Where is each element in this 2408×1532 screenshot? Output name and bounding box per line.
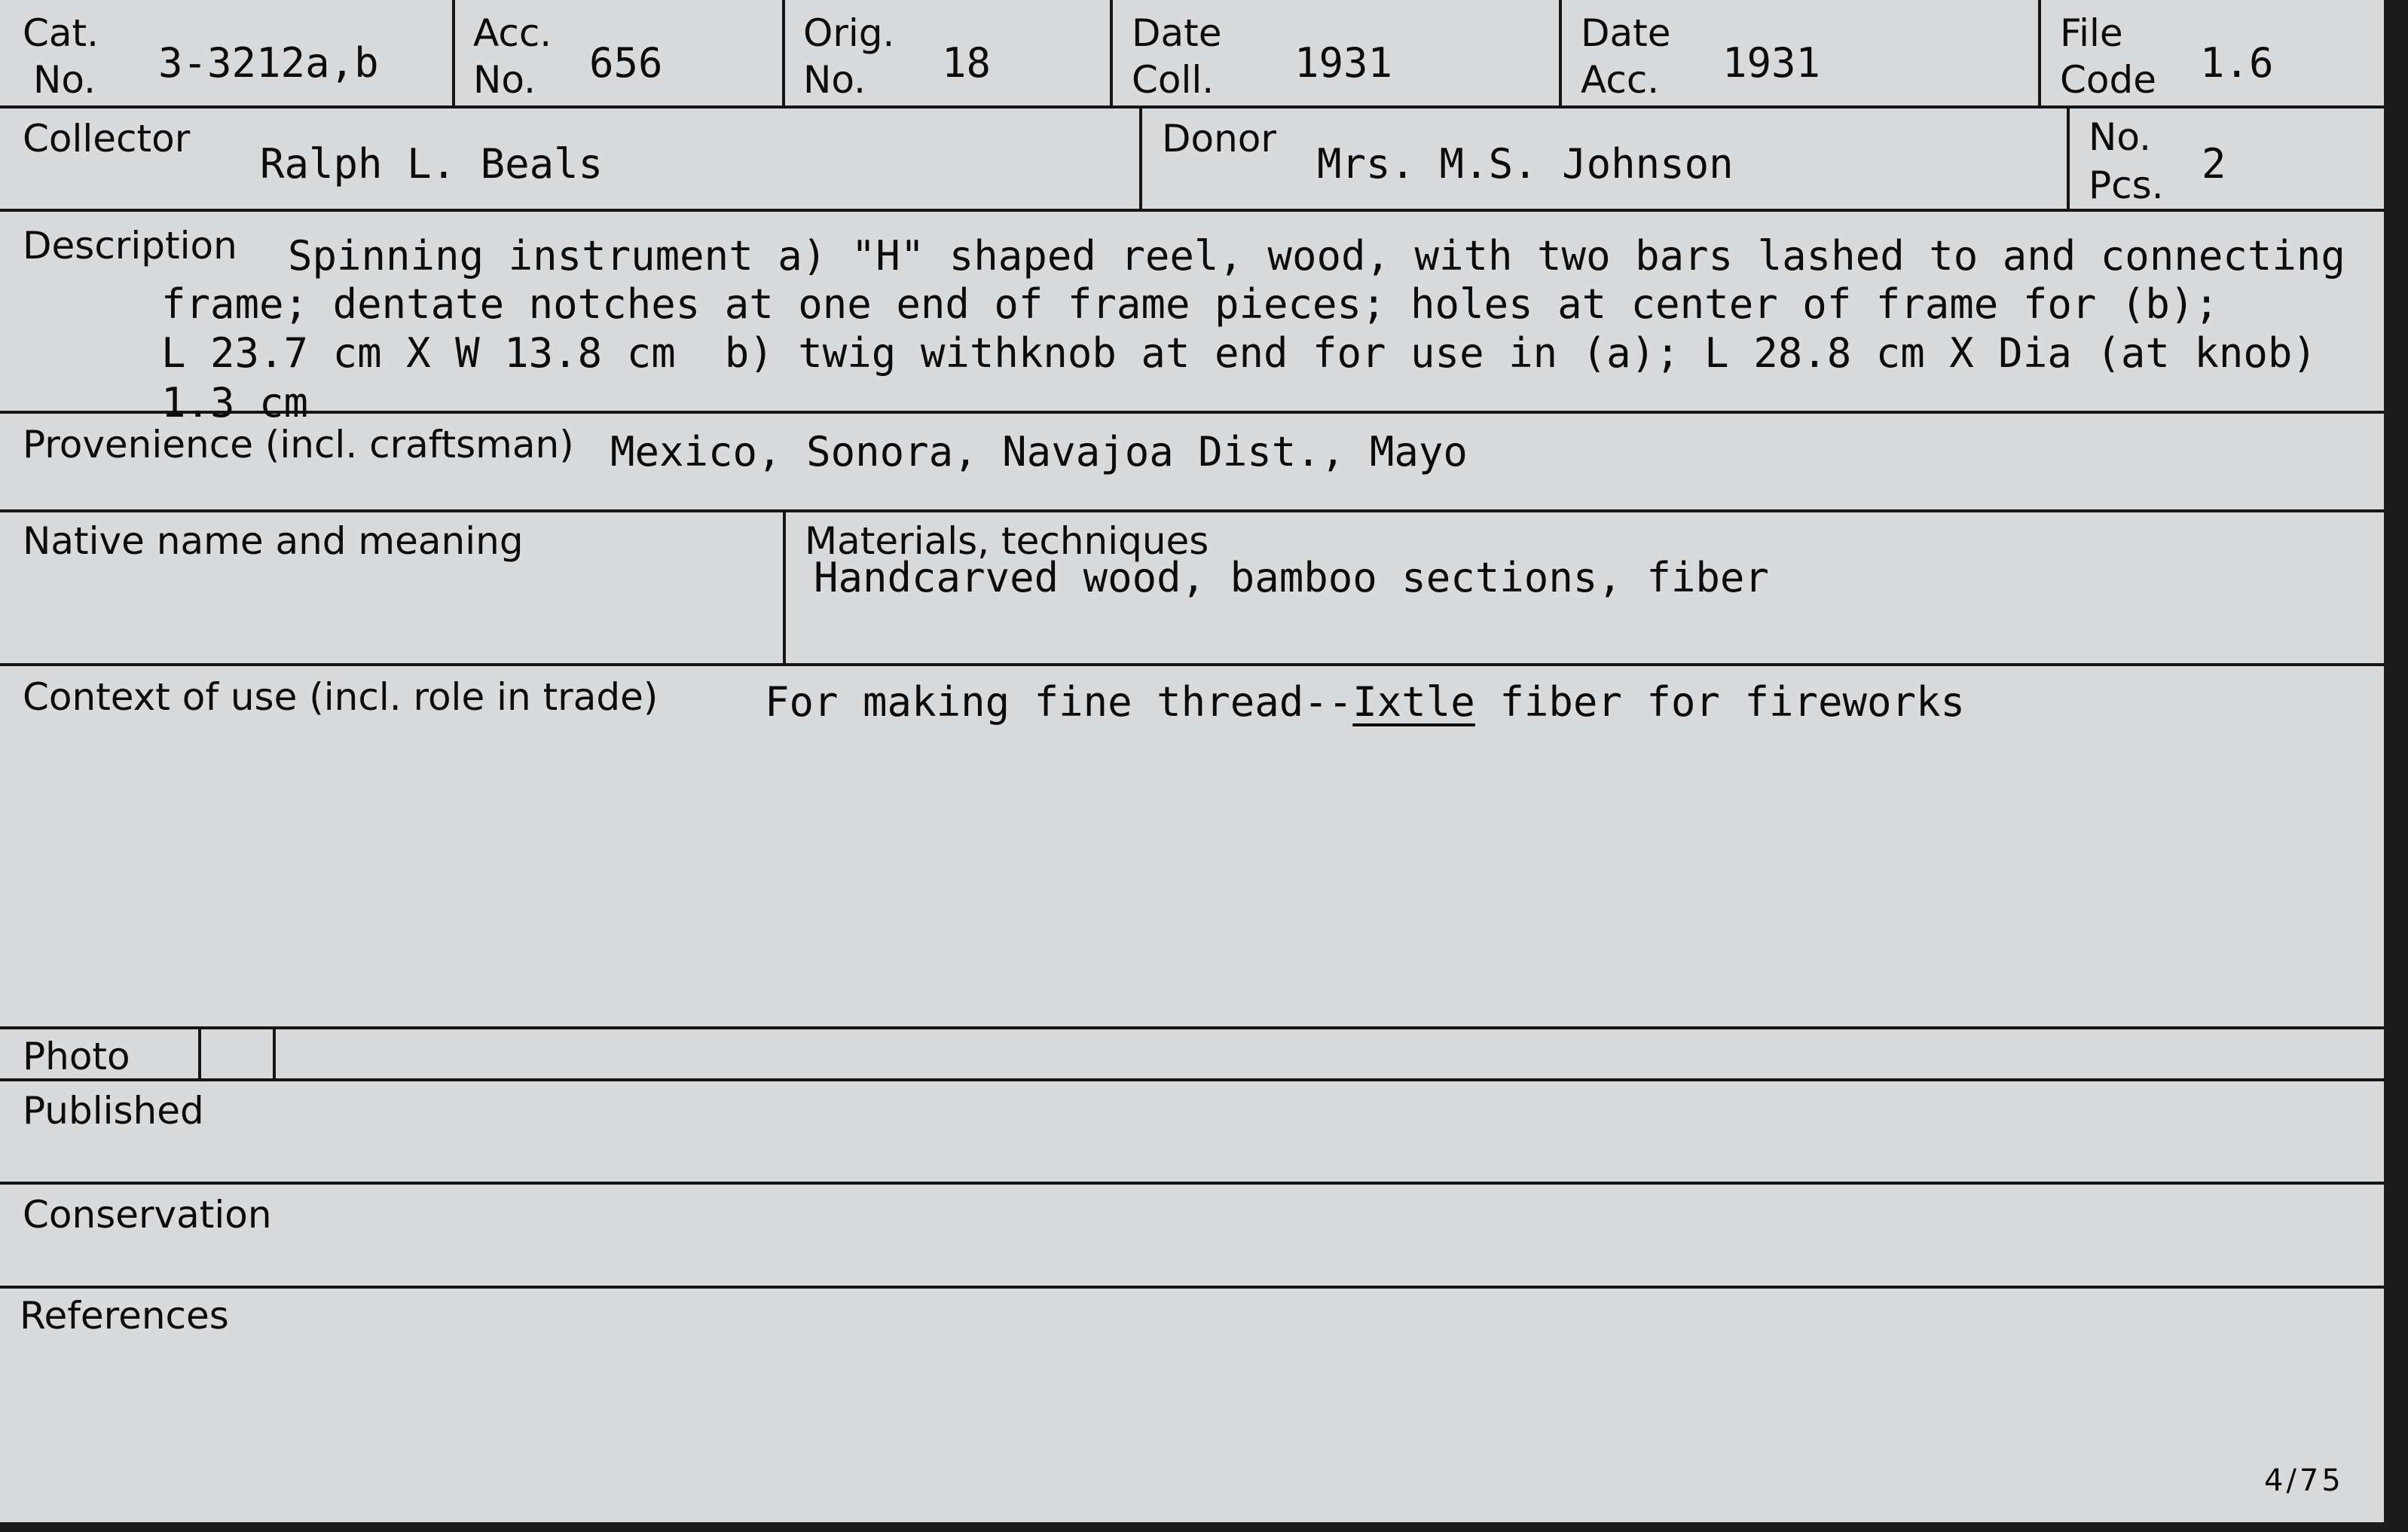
photo-box-divider-2 (273, 1028, 276, 1080)
rule-materials (0, 663, 2384, 666)
rule-context (0, 1026, 2384, 1029)
acc-no-label-top: Acc. (473, 11, 552, 55)
context-text-underlined: Ixtle (1352, 678, 1475, 726)
collector-label: Collector (23, 117, 191, 161)
footer-code: 4/75 (2264, 1463, 2344, 1498)
context-value (765, 678, 1965, 726)
divider-collector-donor (1139, 107, 1142, 210)
date-acc-label-bottom: Acc. (1581, 58, 1660, 102)
materials-value: Handcarved wood, bamboo sections, fiber (814, 554, 1769, 601)
published-label: Published (23, 1089, 204, 1133)
date-coll-label-top: Date (1132, 11, 1222, 55)
acc-no-label-bottom: No. (473, 58, 536, 102)
description-line: Spinning instrument a) "H" shaped reel, wood, with two bars lashed to and connecting (288, 232, 2345, 280)
file-code-value: 1.6 (2200, 39, 2274, 87)
divider-header-1 (452, 0, 455, 107)
date-acc-label-top: Date (1581, 11, 1671, 55)
provenience-value: Mexico, Sonora, Navajoa Dist., Mayo (610, 428, 1468, 476)
cat-no-label-top: Cat. (23, 11, 99, 55)
description-label: Description (23, 224, 237, 268)
rule-conservation (0, 1286, 2384, 1289)
rule-provenience (0, 509, 2384, 512)
file-code-label-bottom: Code (2060, 58, 2157, 102)
rule-description (0, 411, 2384, 414)
conservation-label: Conservation (23, 1193, 272, 1237)
materials-label: Materials, techniques (805, 519, 1209, 563)
references-label: References (20, 1294, 229, 1338)
divider-header-3 (1110, 0, 1113, 107)
context-label: Context of use (incl. role in trade) (23, 675, 659, 719)
cat-no-value: 3-3212a,b (158, 39, 379, 87)
divider-native-materials (783, 511, 786, 665)
context-text-after: fiber for fireworks (1474, 678, 1966, 726)
date-coll-value: 1931 (1294, 39, 1393, 87)
description-line: 1.3 cm (161, 379, 309, 427)
orig-no-label-bottom: No. (803, 58, 866, 102)
file-code-label-top: File (2060, 11, 2123, 55)
description-line: frame; dentate notches at one end of frame pieces; holes at center of frame for (b); (161, 280, 2219, 328)
orig-no-value: 18 (942, 39, 992, 87)
orig-no-label-top: Orig. (803, 11, 895, 55)
date-coll-label-bottom: Coll. (1132, 58, 1215, 102)
provenience-label: Provenience (incl. craftsman) (23, 423, 574, 466)
pieces-label-top: No. (2089, 115, 2152, 159)
rule-published (0, 1182, 2384, 1185)
rule-collector (0, 209, 2384, 212)
acc-no-value: 656 (589, 39, 663, 87)
donor-value: Mrs. M.S. Johnson (1317, 140, 1734, 188)
rule-photo (0, 1078, 2384, 1081)
pieces-label-bottom: Pcs. (2089, 164, 2164, 207)
cat-no-label-bottom: No. (33, 58, 96, 102)
pieces-value: 2 (2202, 140, 2226, 188)
date-acc-value: 1931 (1722, 39, 1821, 87)
divider-header-4 (1559, 0, 1562, 107)
divider-donor-pieces (2067, 107, 2070, 210)
donor-label: Donor (1162, 117, 1276, 161)
native-name-label: Native name and meaning (23, 519, 524, 563)
description-line: L 23.7 cm X W 13.8 cm b) twig withknob at end for use in (a); L 28.8 cm X Dia (at knob) (161, 329, 2317, 377)
divider-header-5 (2038, 0, 2041, 107)
context-text-before: For making fine thread-- (765, 678, 1353, 726)
collector-value: Ralph L. Beals (260, 140, 604, 188)
divider-header-2 (782, 0, 785, 107)
rule-header (0, 105, 2384, 109)
photo-label: Photo (23, 1035, 130, 1078)
photo-box-divider-1 (198, 1028, 201, 1080)
